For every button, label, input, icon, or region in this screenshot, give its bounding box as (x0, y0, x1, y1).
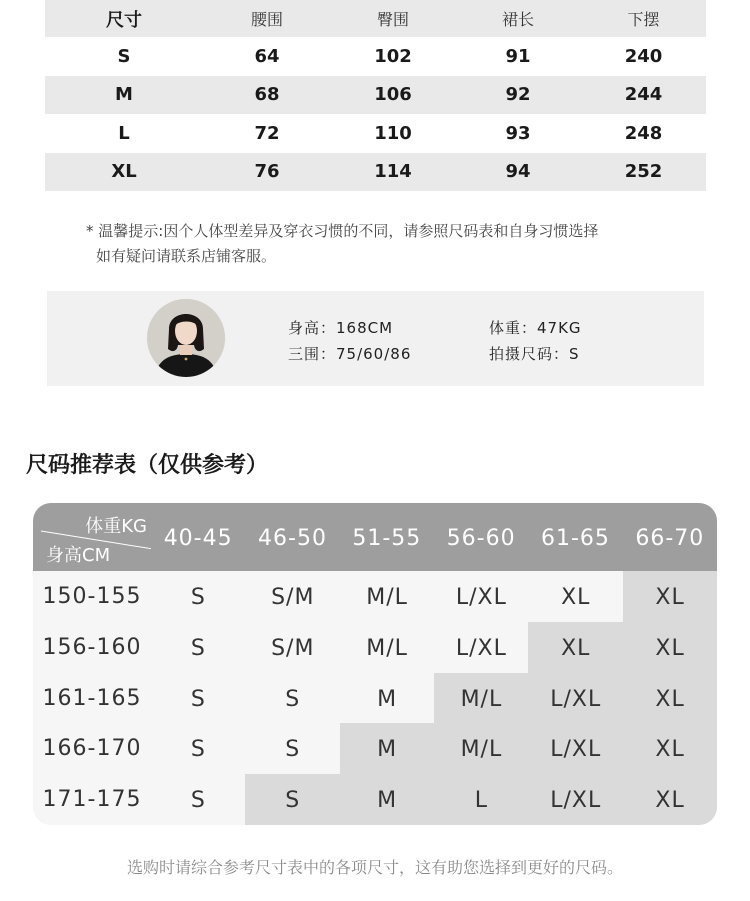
size-recommend-cell: S (151, 673, 246, 724)
size-recommend-cell: XL (623, 622, 717, 673)
size-cell: 252 (624, 161, 663, 183)
size-cell: 244 (624, 84, 663, 106)
size-recommend-cell: L/XL (528, 673, 623, 724)
size-recommend-cell: S (151, 774, 246, 825)
size-recommend-cell: XL (623, 571, 717, 622)
size-recommend-cell: M (340, 723, 435, 774)
size-recommend-cell: L/XL (528, 774, 623, 825)
weight-range-header: 61-65 (541, 526, 610, 551)
header-skirt-length: 裙长 (501, 10, 534, 29)
size-recommend-cell: S/M (245, 622, 340, 673)
size-cell: 248 (624, 122, 663, 144)
size-cell: 68 (254, 84, 280, 106)
model-portrait-icon (147, 299, 225, 377)
size-recommend-cell: M (340, 673, 435, 724)
size-recommend-cell: S (151, 723, 246, 774)
size-recommend-cell: L (434, 774, 529, 825)
size-row-s (45, 37, 706, 76)
size-cell: 240 (624, 45, 663, 67)
recommend-title: 尺码推荐表（仅供参考） (26, 453, 269, 478)
header-size: 尺寸 (106, 9, 142, 31)
size-cell: XL (111, 161, 137, 183)
weight-axis-label: 体重KG (85, 516, 147, 537)
axis-corner-cell (33, 503, 151, 571)
size-recommend-cell: XL (623, 673, 717, 724)
size-cell: 64 (254, 45, 280, 67)
height-range-label: 156-160 (33, 622, 151, 673)
recommend-table-header (33, 503, 717, 571)
header-hem: 下摆 (627, 10, 660, 29)
size-recommend-cell: XL (623, 774, 717, 825)
height-range-label: 150-155 (33, 571, 151, 622)
size-recommend-cell: L/XL (434, 571, 529, 622)
size-cell: 94 (505, 161, 531, 183)
header-hip: 臀围 (376, 10, 409, 29)
size-recommend-cell: M/L (340, 622, 435, 673)
weight-range-header: 40-45 (163, 526, 233, 551)
size-recommend-cell: M/L (434, 723, 529, 774)
size-recommend-cell: XL (528, 622, 623, 673)
size-table-header (45, 0, 706, 37)
size-cell: 106 (374, 84, 412, 106)
model-weight: 体重：47KG (489, 319, 582, 337)
size-recommend-cell: M/L (340, 571, 435, 622)
size-table (45, 0, 706, 191)
weight-range-header: 46-50 (258, 526, 327, 551)
size-recommend-cell: S (245, 723, 340, 774)
size-recommend-cell: L/XL (528, 723, 623, 774)
size-cell: 93 (505, 122, 531, 144)
height-range-label: 161-165 (33, 673, 151, 724)
size-recommend-cell: M/L (434, 673, 529, 724)
height-range-label: 166-170 (33, 723, 151, 774)
size-recommend-cell: S/M (245, 571, 340, 622)
size-row-l (45, 114, 706, 153)
size-recommend-cell: S (151, 571, 246, 622)
size-tip (86, 219, 598, 269)
tip-line-2: 如有疑问请联系店铺客服。 (96, 247, 277, 265)
height-range-label: 171-175 (33, 774, 151, 825)
footer-note: 选购时请综合参考尺寸表中的各项尺寸，这有助您选择到更好的尺码。 (126, 858, 623, 877)
size-cell: 110 (374, 122, 412, 144)
tip-line-1: * 温馨提示:因个人体型差异及穿衣习惯的不同，请参照尺码表和自身习惯选择 (86, 222, 599, 240)
model-shoot-size: 拍摄尺码：S (489, 345, 580, 363)
size-cell: 114 (374, 161, 412, 183)
size-recommend-cell: S (245, 774, 340, 825)
size-recommend-cell: S (245, 673, 340, 724)
size-cell: L (118, 122, 130, 144)
size-recommend-cell: L/XL (434, 622, 529, 673)
size-recommend-cell: M (340, 774, 435, 825)
size-recommend-cell: S (151, 622, 246, 673)
weight-range-header: 51-55 (352, 526, 422, 551)
header-waist: 腰围 (250, 10, 283, 29)
size-row-m (45, 76, 706, 115)
size-recommend-cell: XL (528, 571, 623, 622)
size-cell: M (115, 84, 133, 106)
weight-range-header: 66-70 (635, 526, 705, 551)
size-cell: 92 (505, 84, 531, 106)
weight-range-header: 56-60 (446, 526, 516, 551)
size-cell: 102 (374, 45, 412, 67)
model-measurements: 三围：75/60/86 (288, 345, 412, 363)
size-row-xl (45, 153, 706, 192)
model-height: 身高：168CM (288, 319, 394, 337)
model-avatar (147, 299, 225, 377)
size-cell: S (117, 45, 131, 67)
height-axis-label: 身高CM (46, 545, 111, 566)
size-cell: 76 (254, 161, 280, 183)
size-cell: 72 (254, 122, 280, 144)
size-recommend-cell: XL (623, 723, 717, 774)
model-info-card (47, 291, 704, 386)
recommend-table (33, 503, 717, 825)
size-cell: 91 (505, 45, 531, 67)
